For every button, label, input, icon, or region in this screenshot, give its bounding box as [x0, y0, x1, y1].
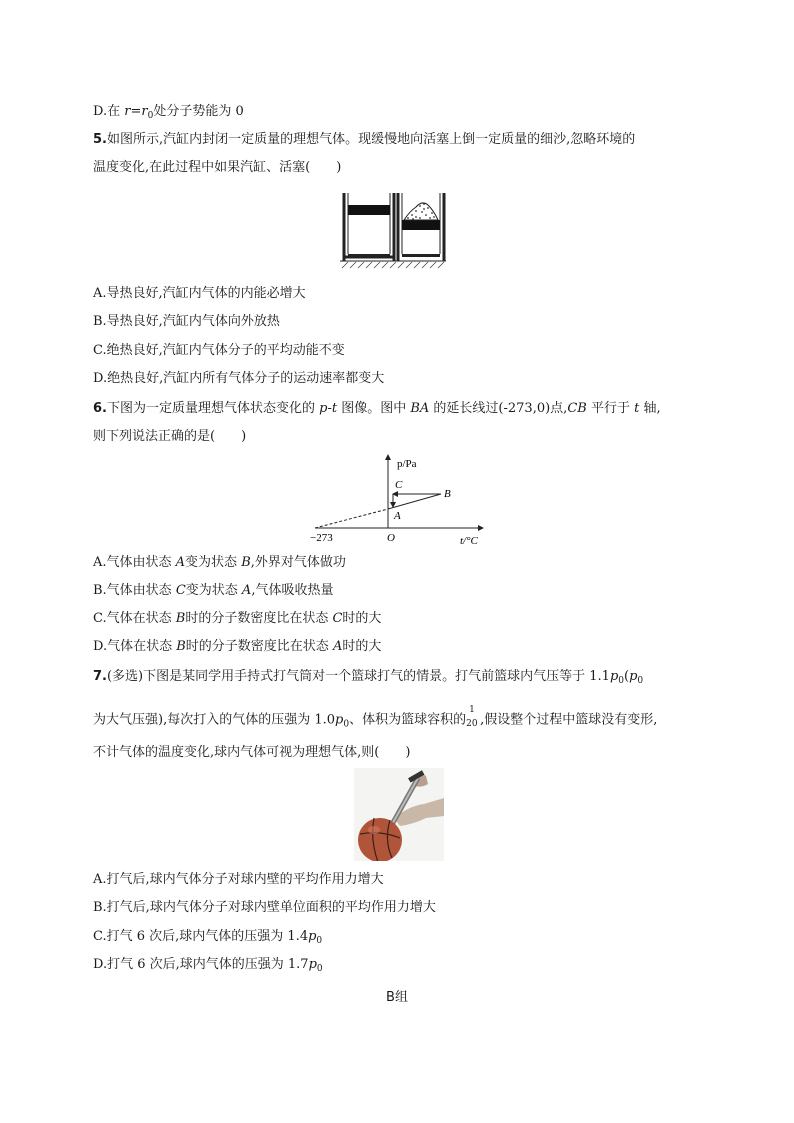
point-c-label: C [395, 479, 403, 491]
q6-option-b: B.气体由状态 C变为状态 A,气体吸收热量 [93, 583, 334, 598]
q6-stem-line1: 6.下图为一定质量理想气体状态变化的 p-t 图像。图中 BA 的延长线过(-273,0)点,CB 平行于 t 轴, [93, 401, 661, 416]
q7-option-d: D.打气 6 次后,球内气体的压强为 $1.7p_0$ [93, 957, 323, 974]
q6-option-d: D.气体在状态 B时的分子数密度比在状态 A时的大 [93, 639, 382, 654]
q5-stem-line1: 5.如图所示,汽缸内封闭一定质量的理想气体。现缓慢地向活塞上倒一定质量的细沙,忽略环境的 [93, 132, 636, 147]
q6-option-a: A.气体由状态 A变为状态 B,外界对气体做功 [93, 555, 346, 570]
origin-label: O [387, 532, 395, 544]
q5-stem-line2: 温度变化,在此过程中如果汽缸、活塞( ) [93, 160, 342, 175]
fraction-1-20: 1 20 [466, 705, 478, 729]
neg-273-label: −273 [310, 532, 333, 544]
q7-option-b: B.打气后,球内气体分子对球内壁单位面积的平均作用力增大 [93, 900, 436, 915]
basketball-pump-photo [354, 768, 444, 861]
line-a-b [388, 494, 441, 509]
x-axis-label: t/°C [460, 535, 478, 547]
q6-stem-line2: 则下列说法正确的是( ) [93, 429, 247, 444]
q5-option-a: A.导热良好,汽缸内气体的内能必增大 [93, 286, 306, 301]
q6-option-c: C.气体在状态 B时的分子数密度比在状态 C时的大 [93, 611, 382, 626]
point-a-label: A [394, 510, 401, 522]
section-heading: B组 [386, 990, 408, 1005]
cylinder-figure [340, 191, 446, 269]
q5-option-d: D.绝热良好,汽缸内所有气体分子的运动速率都变大 [93, 371, 385, 386]
q7-stem-line2: 为大气压强),每次打入的气体的压强为 $1.0p_0$、体积为篮球容积的 1 20 ,假设整个过程中篮球没有变形, [93, 705, 658, 730]
q4-option-d: D.在 $r=r_0$处分子势能为 0 [93, 104, 244, 121]
q7-option-c: C.打气 6 次后,球内气体的压强为 $1.4p_0$ [93, 929, 323, 946]
q5-option-b: B.导热良好,汽缸内气体向外放热 [93, 314, 280, 329]
q7-stem-line3: 不计气体的温度变化,球内气体可视为理想气体,则( ) [93, 745, 411, 760]
q7-option-a: A.打气后,球内气体分子对球内壁的平均作用力增大 [93, 872, 384, 887]
point-b-label: B [444, 488, 451, 500]
q5-option-c: C.绝热良好,汽缸内气体分子的平均动能不变 [93, 343, 345, 358]
y-axis-label: p/Pa [397, 458, 417, 470]
q7-stem-line1: 7.(多选)下图是某同学用手持式打气筒对一个篮球打气的情景。打气前篮球内气压等于 $1.1p_0(p_0$ [93, 669, 644, 686]
p-t-graph [305, 451, 495, 547]
